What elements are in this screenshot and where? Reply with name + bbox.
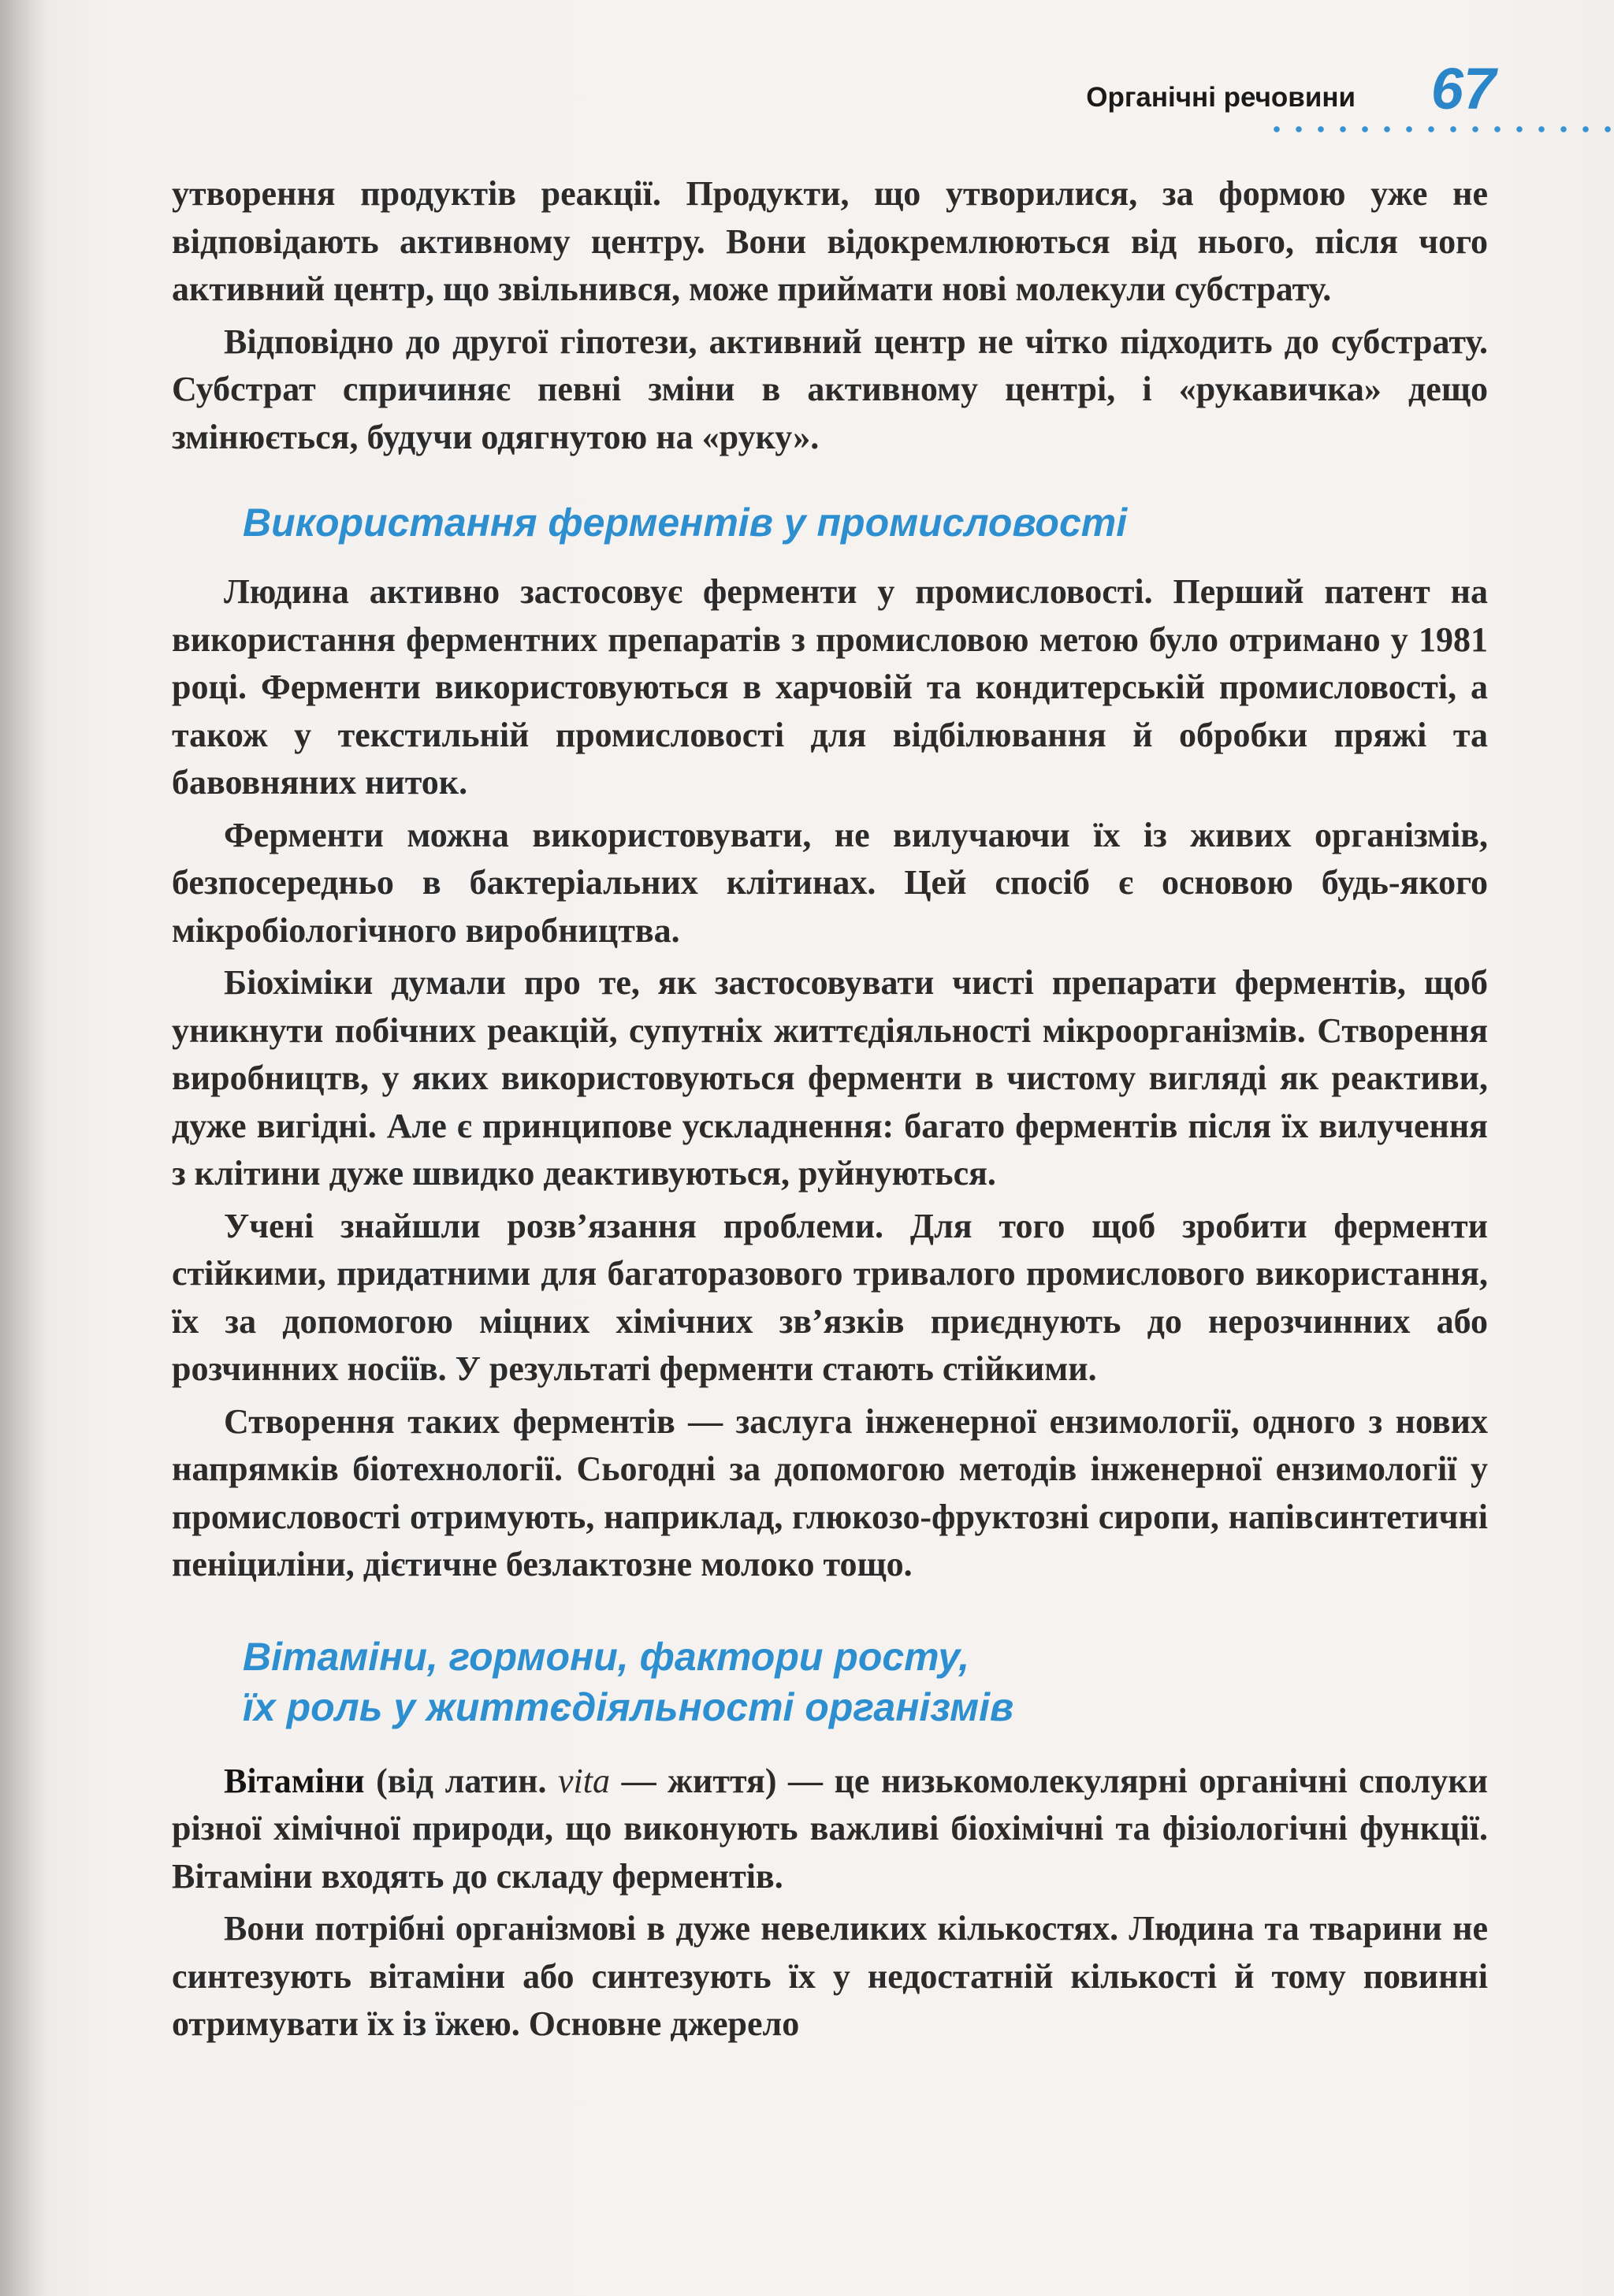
header-dotted-rule xyxy=(1266,124,1614,135)
section-heading-line: їх роль у життєдіяльності організмів xyxy=(243,1684,1014,1729)
text-run: — життя) — це низькомолекулярні органічні сполуки різної хімічної природи, що виконують важливі біохімічні та фізіологічні функції. Вітаміни входять до складу ферментів. xyxy=(172,1761,1488,1896)
paragraph xyxy=(172,1758,1488,1901)
page-body xyxy=(172,170,1488,2049)
paragraph: Учені знайшли розв’язання проблеми. Для того щоб зробити ферменти стійкими, придатними для багаторазового тривалого промислового використання, їх за допомогою міцних хімічних зв’язків приєднують до нерозчинних або розчинних носіїв. У результаті ферменти стають стійкими. xyxy=(172,1206,1488,1388)
paragraph: Вони потрібні організмові в дуже невеликих кількостях. Людина та тварини не синтезують вітаміни або синтезують їх у недостатній кількості й тому повинні отримувати їх із їжею. Основне джерело xyxy=(172,1909,1488,2043)
defined-term: Вітаміни xyxy=(224,1761,365,1800)
paragraph: утворення продуктів реакції. Продукти, що утворилися, за формою уже не відповідають активному центру. Вони відокремлюються від нього, після чого активний центр, що звільнився, може приймати нові молекули субстрату. xyxy=(172,174,1488,308)
paragraph: Людина активно застосовує ферменти у промисловості. Перший патент на використання ферментних препаратів з промисловою метою було отримано у 1981 році. Ферменти використовуються в харчовій та кондитерській промисловості, а також у текстильній промисловості для відбілювання й обробки пряжі та бавовняних ниток. xyxy=(172,572,1488,802)
section-name: Органічні речовини xyxy=(1086,82,1356,113)
text-run: (від латин. xyxy=(364,1761,559,1800)
paragraph: Біохіміки думали про те, як застосовувати чисті препарати ферментів, щоб уникнути побічних реакцій, супутніх життєдіяльності мікроорганізмів. Створення виробництв, у яких використовуються ферменти в чистому вигляді як реактиви, дуже вигідні. Але є принципове ускладнення: багато ферментів після їх вилучення з клітини дуже швидко деактивуються, руйнуються. xyxy=(172,963,1488,1193)
latin-word: vita xyxy=(558,1761,611,1800)
paragraph: Ферменти можна використовувати, не вилучаючи їх із живих організмів, безпосередньо в бактеріальних клітинах. Цей спосіб є основою будь-якого мікробіологічного виробництва. xyxy=(172,815,1488,950)
section-heading-line: Вітаміни, гормони, фактори росту, xyxy=(243,1634,970,1679)
binding-shadow xyxy=(0,0,47,2296)
page-number: 67 xyxy=(1430,56,1496,121)
running-header xyxy=(946,56,1560,151)
paragraph: Відповідно до другої гіпотези, активний центр не чітко підходить до субстрату. Субстрат спричиняє певні зміни в активному центрі, і «рукавичка» дещо змінюється, будучи одягнутою на «руку». xyxy=(172,322,1488,456)
section-heading xyxy=(243,1632,1488,1732)
paragraph: Створення таких ферментів — заслуга інженерної ензимології, одного з нових напрямків біотехнології. Сьогодні за допомогою методів інженерної ензимології у промисловості отримують, наприклад, глюкозо-фруктозні сиропи, напівсинтетичні пеніциліни, дієтичне безлактозне молоко тощо. xyxy=(172,1401,1488,1583)
section-heading: Використання ферментів у промисловості xyxy=(243,501,1128,545)
